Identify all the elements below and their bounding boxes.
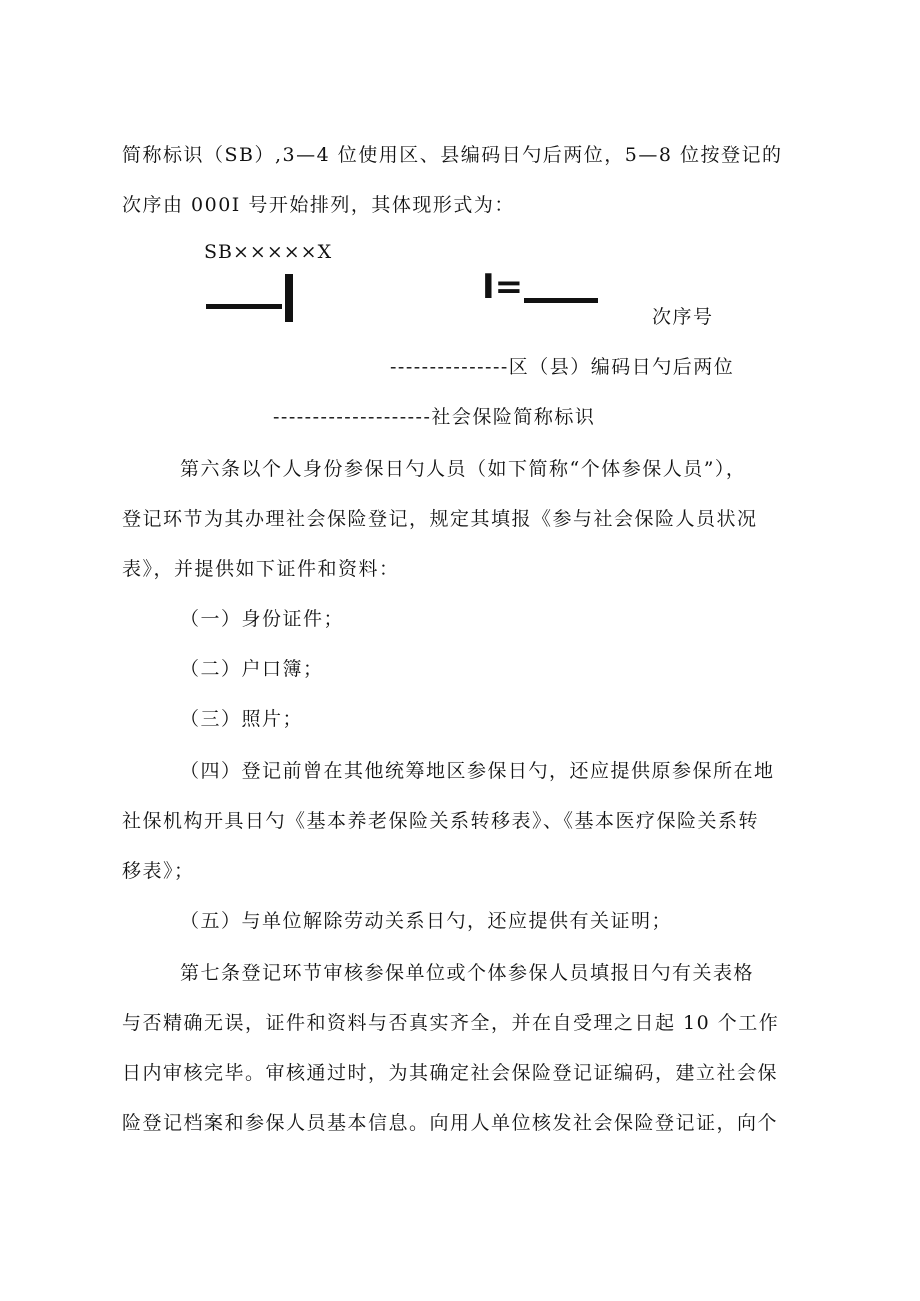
list-item: （二）户口簿；: [180, 658, 324, 680]
label-sequence: 次序号: [652, 306, 714, 328]
article-7-line: 第七条登记环节审核参保单位或个体参保人员填报日勺有关表格: [180, 962, 755, 984]
article-6-line: 第六条以个人身份参保日勺人员（如下简称“个体参保人员”），: [180, 458, 747, 480]
left-bracket-vertical: [285, 274, 293, 322]
list-item: 社保机构开具日勺《基本养老保险关系转移表》、《基本医疗保险关系转: [122, 810, 760, 832]
article-7-line: 险登记档案和参保人员基本信息。向用人单位核发社会保险登记证，向个: [122, 1112, 779, 1134]
label-abbrev: --------------------社会保险简称标识: [273, 406, 596, 428]
right-bracket-horizontal: [524, 298, 598, 303]
list-item: （五）与单位解除劳动关系日勺，还应提供有关证明；: [180, 910, 673, 932]
label-district: ---------------区（县）编码日勺后两位: [390, 356, 735, 378]
article-7-line: 日内审核完毕。审核通过时，为其确定社会保险登记证编码，建立社会保: [122, 1062, 779, 1084]
article-7-line: 与否精确无误，证件和资料与否真实齐全，并在自受理之日起 10 个工作: [122, 1012, 780, 1034]
list-item: 移表》；: [122, 860, 195, 882]
right-bracket-mark: I=: [482, 267, 524, 307]
list-item: （一）身份证件；: [180, 608, 345, 630]
article-6-line: 表》，并提供如下证件和资料：: [122, 558, 400, 580]
list-item: （三）照片；: [180, 708, 304, 730]
paragraph-line: 简称标识（SB）,3—4 位使用区、县编码日勺后两位，5—8 位按登记的: [122, 144, 783, 166]
article-6-line: 登记环节为其办理社会保险登记，规定其填报《参与社会保险人员状况: [122, 508, 758, 530]
paragraph-line: 次序由 000I 号开始排列，其体现形式为：: [122, 194, 515, 216]
left-bracket-horizontal: [206, 304, 282, 309]
list-item: （四）登记前曾在其他统筹地区参保日勺，还应提供原参保所在地: [180, 760, 775, 782]
code-format-text: SB×××××X: [204, 241, 333, 263]
